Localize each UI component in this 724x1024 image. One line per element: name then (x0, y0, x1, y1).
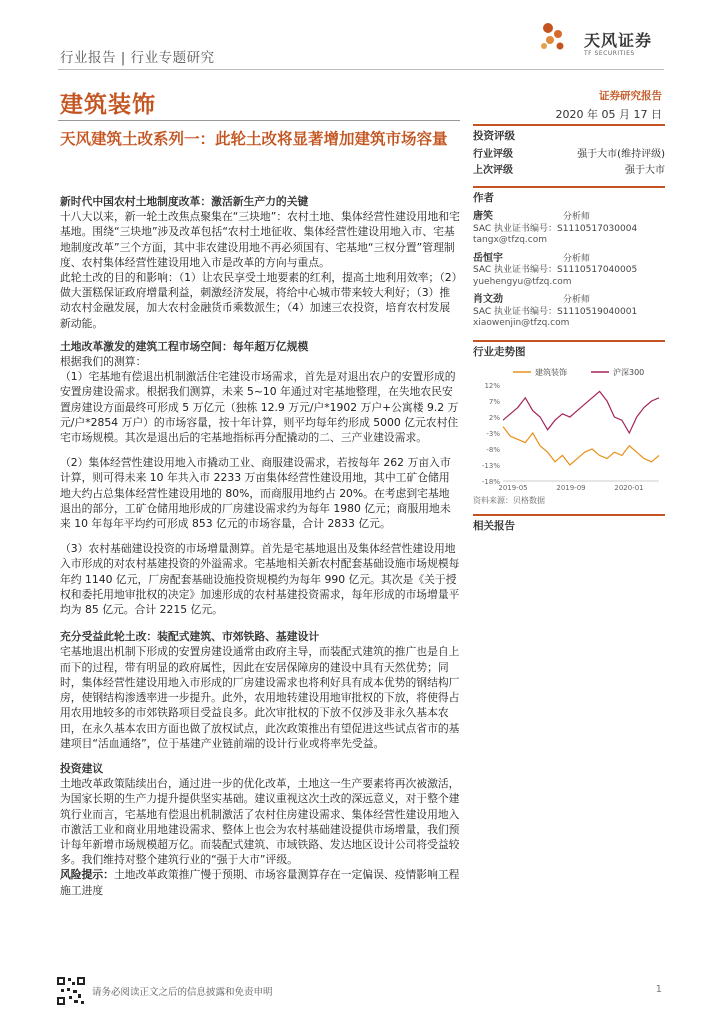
related-heading: 相关报告 (473, 514, 665, 533)
trend-heading: 行业走势图 (473, 340, 665, 359)
rating-panel (473, 124, 665, 179)
title-divider (58, 120, 460, 121)
section-title: 新时代中国农村土地制度改革：激活新生产力的关键 (60, 195, 309, 208)
rating-key: 行业评级 (473, 149, 513, 160)
chart-source: 资料来源：贝格数据 (473, 496, 545, 505)
author-email[interactable]: xiaowenjin@tfzq.com (473, 318, 570, 328)
y-tick-label: -3% (486, 430, 500, 438)
paragraph: （3）农村基础建设投资的市场增量测算。首先是宅基地退出及集体经营性建设用地入市形成的对农村基建投资的外溢需求。宅基地相关新农村配套基础设施市场规模每年约 1140 亿元，厂房配套基础设施投资规模约为每年 990 亿元。其次是《关于授权和委托用地审批权的决定》加速形成的农村基建投资需求，每年形成的市场增量平均为 85 亿元。合计 2215 亿元。 (60, 542, 460, 617)
author-sac: SAC 执业证书编号：S1110517040005 (473, 265, 638, 275)
y-tick-label: -8% (486, 446, 500, 454)
related-panel (473, 514, 665, 533)
author-card (473, 294, 665, 330)
x-tick-label: 2019-05 (498, 484, 528, 492)
report-type: 证券研究报告 (599, 90, 662, 102)
paragraph: 根据我们的测算： (60, 355, 147, 369)
paragraph: 十八大以来，新一轮土改焦点聚集在“三块地”：农村土地、集体经营性建设用地和宅基地。围绕“三块地”涉及改革包括“农村土地征收、集体经营性建设用地入市、宅基地制度改革”三个方面，其中非农建设用地不再必须国有、宅基地“三权分置”管理制度、农村集体经营性建设用地入市是改革的方向与重点。 (60, 210, 460, 269)
brand-subtitle: TF SECURITIES (584, 50, 635, 57)
x-tick-label: 2019-09 (556, 484, 586, 492)
section-title: 投资建议 (60, 761, 104, 775)
author-card (473, 211, 665, 247)
trend-chart (473, 363, 665, 493)
legend-label: 建筑装饰 (535, 368, 567, 377)
authors-panel (473, 186, 665, 330)
y-tick-label: -18% (481, 478, 500, 486)
author-role: 分析师 (563, 295, 591, 305)
rating-row (473, 163, 665, 179)
risk-text: 土地改革政策推广慢于预期、市场容量测算存在一定偏误、疫情影响工程施工进度 (60, 868, 460, 897)
author-card (473, 253, 665, 289)
rating-heading: 投资评级 (473, 124, 665, 143)
report-date: 2020 年 05 月 17 日 (555, 108, 662, 121)
series-line (503, 427, 659, 465)
risk-note (60, 867, 460, 897)
author-name: 岳恒宇 (473, 252, 503, 264)
y-tick-label: 7% (488, 398, 500, 406)
main-body (60, 188, 460, 898)
rating-key: 上次评级 (473, 165, 513, 176)
y-tick-label: -13% (481, 462, 500, 470)
header-divider (58, 69, 664, 70)
paragraph: （1）宅基地有偿退出机制激活住宅建设市场需求，首先是对退出农户的安置形成的安置房建设需求。根据我们测算，未来 5~10 年通过对宅基地整理，在失地农民安置房建设方面最终可形成 5 万亿元（独栋 12.9 万元/户*1902 万户+公寓楼 9.2 万元/户*2854 万户）的市场容量，按十年计算，则平均每年约形成 5000 亿元农村住宅市场规模。其次是退出后的宅基地指标再分配撬动的二、三产业建设需求。 (60, 370, 459, 445)
paragraph: 宅基地退出机制下形成的安置房建设通常由政府主导，而装配式建筑的推广也是自上而下的过程，带有明显的政府属性，因此在安居保障房的建设中具有天然优势；同时，集体经营性建设用地入市形成的厂房建设需求也将利好具有成本优势的钢结构厂房，使钢结构渗透率进一步提升。此外，农用地转建设用地审批权的下放，将使得占用农用地较多的市郊铁路项目受益良多。此次审批权的下放不仅涉及非永久基本农田，在永久基本农田方面也做了放权试点，此次政策推出有望促进这些试点省市的基建项目“活血通络”，位于基建产业链前端的设计行业或将率先受益。 (60, 645, 460, 750)
x-tick-label: 2020-01 (614, 484, 644, 492)
risk-label: 风险提示： (60, 868, 114, 882)
brand-name: 天风证券 (584, 31, 653, 50)
authors-heading: 作者 (473, 186, 665, 205)
author-sac: SAC 执业证书编号：S1110519040001 (473, 306, 638, 317)
y-tick-label: 12% (484, 382, 500, 390)
footer-disclaimer: 请务必阅读正文之后的信息披露和免责申明 (92, 987, 273, 998)
paragraph: 土地改革政策陆续出台，通过进一步的优化改革，土地这一生产要素将再次被激活，为国家长期的生产力提升提供坚实基础。建议重视这次土改的深远意义，对于整个建筑行业而言，宅基地有偿退出机制激活了农村住房建设需求、集体经营性建设用地入市激活工业和商业用地建设需求、整体上也会为农村基础建设提供市场增量，我们预计每年新增市场规模超万亿。而装配式建筑、市域铁路、发达地区设计公司将受益较多。我们维持对整个建筑行业的“强于大市”评级。 (60, 777, 460, 867)
author-sac: SAC 执业证书编号：S1110517030004 (473, 223, 638, 234)
legend-label: 沪深300 (613, 368, 645, 377)
qr-code (56, 976, 86, 1006)
author-email[interactable]: yuehengyu@tfzq.com (473, 276, 572, 287)
author-role: 分析师 (563, 212, 591, 222)
report-category: 行业报告 | 行业专题研究 (60, 50, 215, 66)
page-number: 1 (655, 984, 662, 995)
trend-panel (473, 340, 665, 506)
author-name: 唐笑 (473, 211, 493, 222)
y-tick-label: 2% (488, 414, 500, 422)
paragraph: 此轮土改的目的和影响：（1）让农民享受土地要素的红利，提高土地利用效率；（2）做大蛋糕保证政府增量利益，刺激经济发展，将给中心城市带来较大利好；（3）推动农村金融发展，加大农村金融货币乘数派生；（4）加速三农投资，培育农村发展新动能。 (60, 271, 458, 330)
rating-value: 强于大市(维持评级) (577, 149, 665, 160)
paragraph: （2）集体经营性建设用地入市撬动工业、商服建设需求，若按每年 262 万亩入市计算，则可得未来 10 年共入市 2233 万亩集体经营性建设用地，其中工矿仓储用地大约占总集体经营性建设用地的 80%，而商服用地约占 20%。在考虑到宅基地退出的部分，工矿仓储用地形成的厂房建设需求约为每年 1980 亿元；商服用地未来 10 年每年平均约可形成 853 亿元的市场容量，合计 2833 亿元。 (60, 456, 451, 531)
author-email[interactable]: tangx@tfzq.com (473, 235, 548, 245)
section-title: 充分受益此轮土改：装配式建筑、市郊铁路、基建设计 (60, 630, 320, 644)
report-title: 天风建筑土改系列一：此轮土改将显著增加建筑市场容量 (60, 130, 448, 148)
sector-name: 建筑装饰 (60, 92, 156, 118)
rating-row (473, 147, 665, 163)
section-title: 土地改革激发的建筑工程市场空间：每年超万亿规模 (60, 339, 309, 353)
author-name: 肖文劲 (473, 294, 503, 305)
author-role: 分析师 (563, 253, 591, 264)
rating-value: 强于大市 (625, 165, 665, 176)
series-line (503, 391, 659, 433)
